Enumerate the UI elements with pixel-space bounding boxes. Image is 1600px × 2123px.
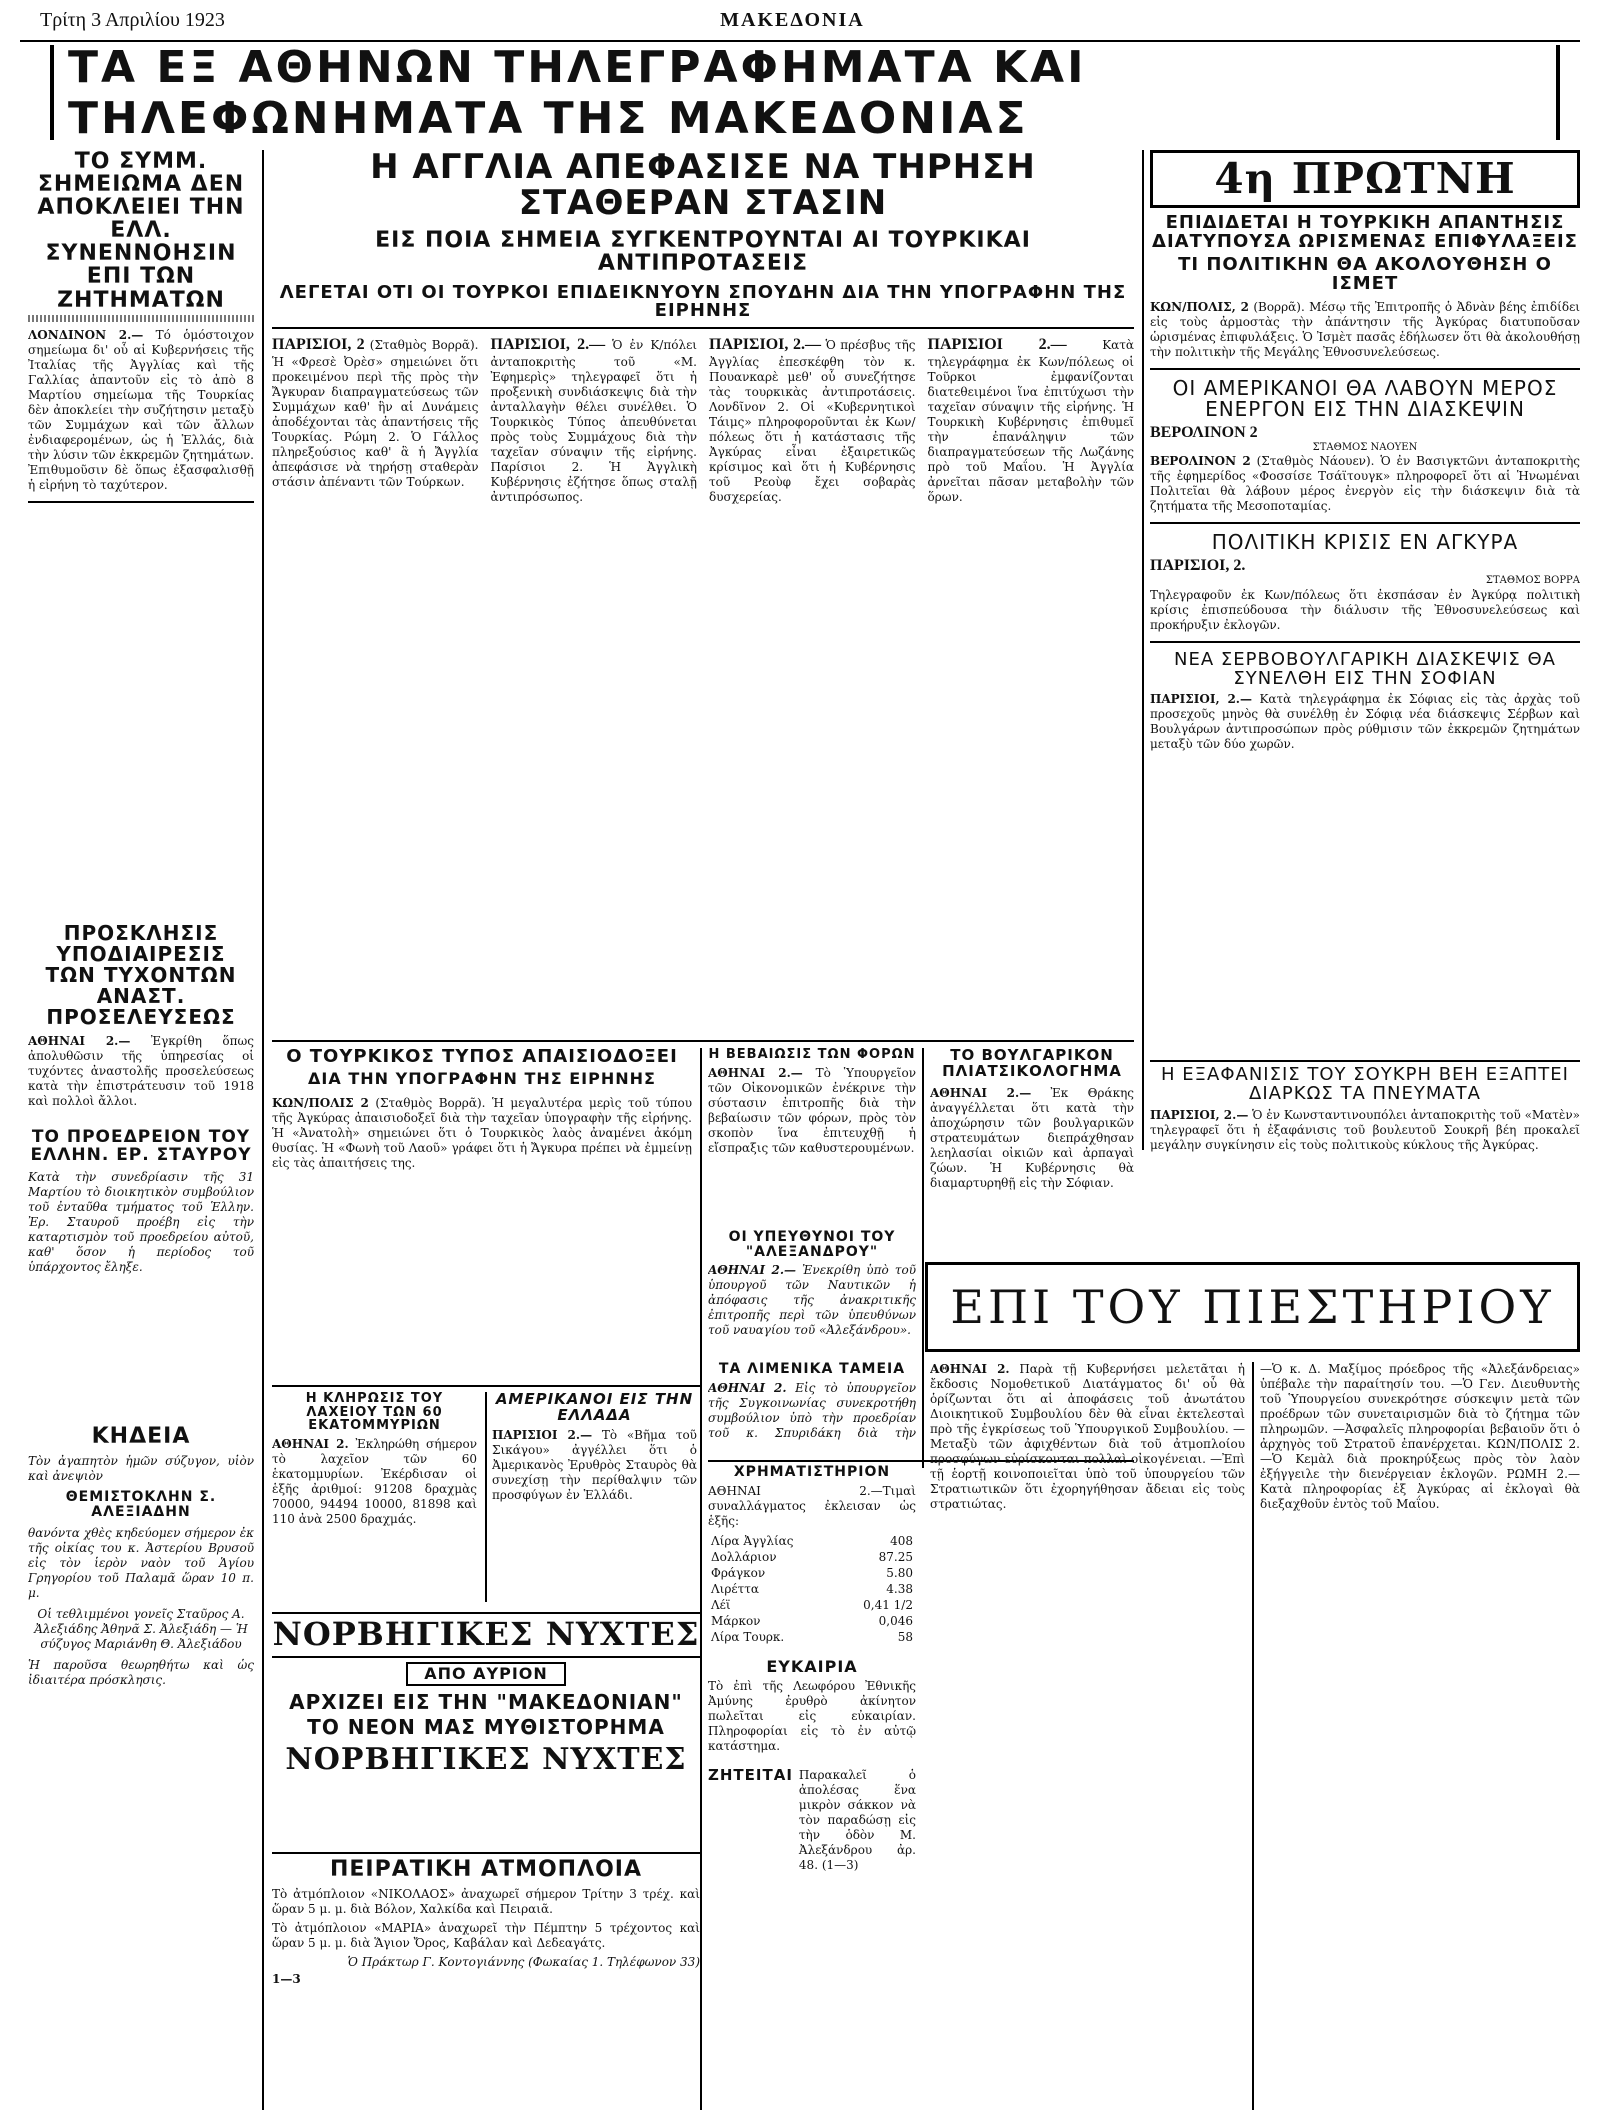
- table-row: [708, 1597, 916, 1613]
- article-text: Ἐνεκρίθη ὑπὸ τοῦ ὑπουργοῦ τῶν Ναυτικῶν ἡ ἀπόφασις τῆς ἀνακριτικῆς ἐπιτροπῆς περὶ τῶν ὑπευθύνων τοῦ ναυαγίου τοῦ «Ἀλεξάνδρου».: [708, 1263, 916, 1338]
- article-text: Τηλεγραφοῦν ἐκ Κων/πόλεως ὅτι ἐκσπάσαν ἐν Ἀγκύρᾳ πολιτικὴ κρίσις ἐπισπεύδουσα τὴν διάλυσιν τῆς Ἐθνοσυνελεύσεως καὶ προκήρυξιν ἐκλογῶν.: [1150, 587, 1580, 632]
- headline-alexandros: ΟΙ ΥΠΕΥΘΥΝΟΙ ΤΟΥ "ΑΛΕΞΑΝΔΡΟΥ": [728, 1230, 896, 1260]
- headline-americans: ΟΙ ΑΜΕΡΙΚΑΝΟΙ ΘΑ ΛΑΒΟΥΝ ΜΕΡΟΣ ΕΝΕΡΓΟΝ ΕΙΣ ΤΗΝ ΔΙΑΣΚΕΨΙΝ: [1172, 375, 1558, 421]
- headline-lottery: Η ΚΛΗΡΩΣΙΣ ΤΟΥ ΛΑΧΕΙΟΥ ΤΩΝ 60 ΕΚΑΤΟΜΜΥΡΙΩΝ: [305, 1392, 444, 1434]
- table-row: [708, 1581, 916, 1597]
- main-col-1: [272, 335, 479, 505]
- shipping-ad: [272, 1858, 700, 2108]
- headline-bulgarian: ΤΟ ΒΟΥΛΓΑΡΙΚΟΝ ΠΛΙΑΤΣΙΚΟΛΟΓΗΜΑ: [942, 1048, 1122, 1080]
- headline-taxes: Η ΒΕΒΑΙΩΣΙΣ ΤΩΝ ΦΟΡΩΝ: [708, 1048, 916, 1062]
- currency-name: Δολλάριον: [711, 1549, 777, 1564]
- currency-rate: 58: [897, 1629, 913, 1644]
- article-text: Τὸ «Βῆμα τοῦ Σικάγου» ἀγγέλλει ὅτι ὁ Ἀμερικανὸς Ἐρυθρὸς Σταυρὸς θὰ συνεχίσῃ τὴν περίθαλψιν τῶν προσφύγων ἐν Ἑλλάδι.: [492, 1427, 697, 1502]
- table-row: [708, 1549, 916, 1565]
- dateline: ΑΘΗΝΑΙ 2.—: [708, 1263, 797, 1278]
- dateline: ΛΟΝΔΙΝΟΝ 2.—: [28, 327, 144, 342]
- table-row: [708, 1565, 916, 1581]
- dateline: ΠΑΡΙΣΙΟΙ 2.—: [927, 336, 1067, 354]
- dateline: ΑΘΗΝΑΙ 2.—: [708, 1065, 803, 1080]
- headline-turkish-press: Ο ΤΟΥΡΚΙΚΟΣ ΤΥΠΟΣ ΑΠΑΙΣΙΟΔΟΞΕΙ: [286, 1048, 678, 1067]
- headline-sub2: ΛΕΓΕΤΑΙ ΟΤΙ ΟΙ ΤΟΥΡΚΟΙ ΕΠΙΔΕΙΚΝΥΟΥΝ ΣΠΟΥΔΗΝ ΔΙΑ ΤΗΝ ΥΠΟΓΡΑΦΗΝ ΤΗΣ ΕΙΡΗΝΗΣ: [279, 281, 1127, 322]
- banner-title: ΤΑ ΕΞ ΑΘΗΝΩΝ ΤΗΛΕΓΡΑΦΗΜΑΤΑ ΚΑΙ ΤΗΛΕΦΩΝΗΜΑΤΑ ΤΗΣ ΜΑΚΕΔΟΝΙΑΣ: [54, 42, 1556, 144]
- eukairia-title: ΕΥΚΑΙΡΙΑ: [766, 1656, 858, 1676]
- dateline: ΠΑΡΙΣΙΟΙ, 2.—: [1150, 1107, 1249, 1122]
- dateline: ΠΑΡΙΣΙΟΙ, 2.—: [1150, 692, 1252, 707]
- currency-name: Λίρα Τουρκ.: [711, 1629, 785, 1644]
- zitei-title: ΖΗΤΕΙΤΑΙ: [708, 1766, 793, 1785]
- turkish-press-article: [272, 1048, 692, 1378]
- article-text: (Βορρᾶ). Μέσῳ τῆς Ἐπιτροπῆς ὁ Ἀδνὰν βέης ἐπιδίδει εἰς τοὺς ἀρμοστὰς τὴν ἀπάντησιν τῆς Ἀγκύρας διατυποῦσαν ὡρισμένας ἐπιφυλάξεις. Ὁ Ἰσμὲτ πασᾶς ἐδήλωσεν ὅτι θὰ ἀκολουθήσῃ τὴν πολιτικὴν τῆς Μεγάλης Ἐθνοσυνελεύσεως.: [1150, 299, 1580, 359]
- article-text: (Σταθμὸς Νάουεν). Ὁ ἐν Βασιγκτῶνι ἀνταποκριτὴς τῆς ἐφημερίδος «Φοσσίσε Τσάϊτουγκ» πληροφορεῖ ὅτι αἱ Ἡνωμέναι Πολιτεῖαι θὰ λάβουν μέρος ἐνεργὸν εἰς τὴν διάσκεψιν διὰ τὰ ζητήματα τῆς Μεσοποταμίας.: [1150, 454, 1580, 514]
- article-text: Ἐγκρίθη ὅπως ἀπολυθῶσιν τῆς ὑπηρεσίας οἱ τυχόντες ἀναστολῆς προσελεύσεως κατὰ τὴν ἐπιστράτευσιν τοῦ 1918 καὶ πολλοὶ ἄλλοι.: [28, 1033, 254, 1108]
- station: ΣΤΑΘΜΟΣ ΝΑΟΥΕΝ: [1312, 441, 1418, 453]
- main-col-4: [928, 335, 1135, 505]
- headline-right-1: ΕΠΙΔΙΔΕΤΑΙ Η ΤΟΥΡΚΙΚΗ ΑΠΑΝΤΗΣΙΣ ΔΙΑΤΥΠΟΥΣΑ ΩΡΙΣΜΕΝΑΣ ΕΠΙΦΥΛΑΞΕΙΣ: [1152, 212, 1578, 252]
- main-col-3: [709, 335, 916, 505]
- headline-ports: ΤΑ ΛΙΜΕΝΙΚΑ ΤΑΜΕΙΑ: [718, 1361, 906, 1378]
- article-text: Εἰς τὸ ὑπουργεῖον τῆς Συγκοινωνίας συνεκροτήθη συμβούλιον ὑπὸ τὴν προεδρίαν τοῦ κ. Σπυριδάκη διὰ τὴν: [708, 1381, 916, 1440]
- article-text: Ἐκ Θράκης ἀναγγέλλεται ὅτι κατὰ τὴν ἀποχώρησιν τῶν βουλγαρικῶν στρατευμάτων διεπράχθησαν λεηλασίαι οἰκιῶν καὶ ἀρπαγαὶ ζώων. Ἡ Κυβέρνησις θὰ διαμαρτυρηθῇ εἰς τὴν Σόφιαν.: [930, 1085, 1134, 1190]
- masthead-line: [0, 0, 1600, 40]
- headline-turkish-press-2: ΔΙΑ ΤΗΝ ΥΠΟΓΡΑΦΗΝ ΤΗΣ ΕΙΡΗΝΗΣ: [308, 1068, 656, 1088]
- currency-rate: 4.38: [886, 1581, 913, 1596]
- headline-serbobulgarian: ΝΕΑ ΣΕΡΒΟΒΟΥΛΓΑΡΙΚΗ ΔΙΑΣΚΕΨΙΣ ΘΑ ΣΥΝΕΛΘΗ ΕΙΣ ΤΗΝ ΣΟΦΙΑΝ: [1174, 648, 1556, 689]
- currency-name: Φράγκον: [711, 1565, 766, 1580]
- taxes-article: [708, 1048, 916, 1218]
- section-banner: [50, 41, 1560, 144]
- currency-name: Λέϊ: [711, 1597, 731, 1612]
- article-text: Τὸ Ὑπουργεῖον τῶν Οἰκονομικῶν ἐνέκρινε τὴν σύστασιν ἐπιτροπῆς διὰ τὴν βεβαίωσιν τῶν φόρων, πρὸς τὸν σκοπὸν ἵνα ἐπιτευχθῇ ἡ εἴσπραξις τῶν καθυστερουμένων.: [708, 1065, 916, 1155]
- dateline: ΠΑΡΙΣΙΟΙ, 2.—: [709, 336, 821, 354]
- dateline: ΑΘΗΝΑΙ 2.—: [28, 1033, 131, 1048]
- article-text: Ἐκληρώθη σήμερον τὸ λαχεῖον τῶν 60 ἑκατομμυρίων. Ἐκέρδισαν οἱ ἑξῆς ἀριθμοί: 91208 δραχμὰς 70000, 94494 10000, 81898 καὶ 110 ἀνὰ 2500 δραχμάς.: [272, 1436, 477, 1526]
- notice-text: θανόντα χθὲς κηδεύομεν σήμερον ἐκ τῆς οἰκίας του κ. Ἀστερίου Βρυσοῦ εἰς τὸν ἱερὸν ναὸν τοῦ Ἁγίου Γρηγορίου τοῦ Παλαμᾶ ὥραν 10 π. μ.: [28, 1525, 254, 1600]
- headline-americans-greece: ΑΜΕΡΙΚΑΝΟΙ ΕΙΣ ΤΗΝ ΕΛΛΑΔΑ: [495, 1392, 694, 1424]
- dateline: ΑΘΗΝΑΙ 2.: [930, 1362, 1010, 1376]
- article-text: (Σταθμὸς Βορρᾶ). Ἡ μεγαλυτέρα μερὶς τοῦ τύπου τῆς Ἀγκύρας ἀπαισιοδοξεῖ διὰ τὴν ταχεῖαν ὑπογραφὴν τῆς εἰρήνης. Ἡ «Ἀνατολὴ» σημειώνει ὅτι ὁ Τουρκικὸς λαὸς ἀναμένει ἀκόμη θυσίας. Ἡ «Φωνὴ τοῦ Λαοῦ» γράφει ὅτι ἡ Ἄγκυρα πρέπει νὰ ἐμμείνῃ εἰς τὰς ἀπαιτήσεις της.: [272, 1095, 692, 1170]
- serial-announcement: [272, 1615, 700, 1848]
- currency-rate: 408: [890, 1533, 913, 1548]
- shipping-title: ΠΕΙΡΑΤΙΚΗ ΑΤΜΟΠΛΟΪΑ: [329, 1858, 643, 1882]
- article-text: Ὁ ἐν Κωνσταντινουπόλει ἀνταποκριτὴς τοῦ «Ματὲν» τηλεγραφεῖ ὅτι ἡ ἐξαφάνισις τοῦ βουλευτοῦ Σουκρῆ βέη προκαλεῖ μεγάλην συγκίνησιν εἰς τοὺς πολιτικοὺς κύκλους τῆς Ἀγκύρας.: [1150, 1107, 1580, 1152]
- main-story: [272, 150, 1134, 1150]
- serial-title: ΝΟΡΒΗΓΙΚΕΣ ΝΥΧΤΕΣ: [272, 1615, 700, 1653]
- station: ΣΤΑΘΜΟΣ ΒΟΡΡΑ: [1485, 575, 1580, 587]
- dateline: ΑΘΗΝΑΙ 2.: [708, 1381, 787, 1396]
- table-row: [708, 1629, 916, 1645]
- market-title: ΧΡΗΜΑΤΙΣΤΗΡΙΟΝ: [733, 1465, 891, 1480]
- table-row: [708, 1533, 916, 1549]
- paper-name: ΜΑΚΕΔΟΝΙΑ: [720, 8, 865, 31]
- serial-title-2: ΝΟΡΒΗΓΙΚΕΣ ΝΥΧΤΕΣ: [285, 1742, 687, 1778]
- lottery-article: [272, 1392, 477, 1612]
- dateline: ΠΑΡΙΣΙΟΙ, 2.: [1150, 557, 1246, 575]
- headline-ankara-crisis: ΠΟΛΙΤΙΚΗ ΚΡΙΣΙΣ ΕΝ ΑΓΚΥΡΑ: [1211, 530, 1519, 555]
- dateline: ΚΩΝ/ΠΟΛΙΣ, 2: [1150, 299, 1249, 314]
- shipping-text-1: Τὸ ἀτμόπλοιον «ΝΙΚΟΛΑΟΣ» ἀναχωρεῖ σήμερον Τρίτην 3 τρέχ. καὶ ὥραν 5 μ. μ. διὰ Βόλον, Χαλκίδα καὶ Πειραιᾶ.: [272, 1887, 700, 1917]
- press-column-1: [930, 1362, 1245, 2112]
- dateline: ΑΘΗΝΑΙ 2.: [272, 1436, 349, 1451]
- shipping-sign: Ὁ Πράκτωρ Γ. Κοντογιάννης (Φωκαίας 1. Τηλέφωνον 33): [347, 1955, 700, 1970]
- issue-date: Τρίτη 3 Απριλίου 1923: [40, 8, 225, 31]
- article-text: Ὁ πρέσβυς τῆς Ἀγγλίας ἐπεσκέφθη τὸν κ. Πουανκαρὲ μεθ' οὗ συνεζήτησε τὰς τουρκικὰς ἀντιπροτάσεις. Λονδῖνον 2. Οἱ «Κυβερνητικοὶ Τάιμς» πληροφοροῦνται ἐκ Κων/πόλεως ὅτι ἡ κατάστασις τῆς Ἀγκύρας εἶναι ἐξαιρετικῶς κρίσιμος καὶ ὅτι ἡ Κυβέρνησις τοῦ Ρεοὺφ ἔχει σοβαρὰς δυσχερείας.: [709, 338, 916, 505]
- headline-kideia: ΚΗΔΕΙΑ: [91, 1424, 191, 1450]
- article-text: Ὁ ἐν Κ/πόλει ἀνταποκριτὴς τοῦ «Μ. Ἐφημερὶς» τηλεγραφεῖ ὅτι ἡ προξενικὴ συνδιάσκεψις διὰ τὴν ἀνταλλαγὴν θέλει συνέλθει. Ὁ Τουρκικὸς Τύπος ἀπευθύνεται πρὸς τοὺς Συμμάχους διὰ τὴν ταχεῖαν σύναψιν τῆς εἰρήνης. Παρίσιοι 2. Ἡ Ἀγγλικὴ Κυβέρνησις ἐζήτησε ὅπως σταλῇ ἀντιπρόσωπος.: [490, 338, 697, 505]
- exchange-table: [708, 1533, 916, 1645]
- article-text: —Ὁ κ. Δ. Μαξίμος πρόεδρος τῆς «Ἀλεξάνδρειας» ὑπέβαλε τὴν παραίτησίν του. —Ὁ Γεν. Διευθυντὴς τοῦ Ὑπουργείου συνεκρότησε σύσκεψιν μετὰ τῶν προέδρων τῶν συνεταιρισμῶν διὰ τὸ ζήτημα τῶν πληρωμῶν. —Ἀσφαλεῖς πληροφορίαι βεβαιοῦν ὅτι ὁ ἀρχηγὸς τοῦ Στρατοῦ ἐπανέρχεται. ΚΩΝ/ΠΟΛΙΣ 2.—Ὁ Κεμὰλ διὰ προκηρύξεως πρὸς τὸν λαὸν ἐξήγγειλε τὴν διενέργειαν ἐκλογῶν. ΡΩΜΗ 2.—Κατὰ πληροφορίας ἐξ Ἀγκύρας αἱ ἐκλογαὶ θὰ διεξαχθοῦν ἐντὸς τοῦ Μαΐου.: [1260, 1362, 1580, 1511]
- article-text: Κατὰ τηλεγράφημα ἐκ Κων/πόλεως οἱ Τοῦρκοι ἐμφανίζονται διατεθειμένοι ἵνα ἐπιτύχωσι τὴν ταχεῖαν σύναψιν τῆς εἰρήνης. Ἡ Τουρκικὴ Κυβέρνησις ἐπιθυμεῖ τὴν ἐπανάληψιν τῶν διαπραγματεύσεων τῆς Λωζάνης πρὸ τοῦ Μαΐου. Ἡ Ἀγγλία ἀρνεῖται πᾶσαν μεταβολὴν τῶν ὅρων.: [927, 338, 1134, 505]
- dateline: ΠΑΡΙΣΙΟΙ 2.—: [492, 1427, 593, 1442]
- currency-name: Λίρα Ἀγγλίας: [711, 1533, 794, 1548]
- press-column-2: [1260, 1362, 1580, 2112]
- notice-intro: Τὸν ἀγαπητὸν ἡμῶν σύζυγον, υἱὸν καὶ ἀνεψιὸν: [28, 1454, 254, 1484]
- table-row: [708, 1613, 916, 1629]
- column-right: [1150, 150, 1580, 1060]
- article-text: Κατὰ τηλεγράφημα ἐκ Σόφιας εἰς τὰς ἀρχὰς τοῦ προσεχοῦς μηνὸς θὰ συνέλθῃ ἐν Σόφιᾳ νέα διάσκεψις Σέρβων καὶ Βουλγάρων ἀντιπροσώπων πρὸς ρύθμισιν τῶν ἐκκρεμῶν ζητημάτων μεταξὺ τῶν δύο χωρῶν.: [1150, 692, 1580, 752]
- article-text: (Σταθμὸς Βορρᾶ). Ἡ «Φρεσὲ Ὀρὲσ» σημειώνει ὅτι προκειμένου περὶ τῆς πρὸς τὴν Ἄγκυραν διαπραγματεύσεως τῶν Συμμάχων καθ' ἣν αἱ Δυνάμεις ἀποδέχονται τὰς ἀπαντήσεις τῆς Τουρκίας. Ρώμη 2. Ὁ Γάλλος πληρεξούσιος καθ' ἃ ἡ Ἄγγλία ἀπεφάσισε νὰ τηρήσῃ σταθερὰν στάσιν ἀπέναντι τῶν Τούρκων.: [272, 338, 479, 490]
- dateline: ΚΩΝ/ΠΟΛΙΣ 2: [272, 1095, 369, 1110]
- serial-apo: ΑΠΟ ΑΥΡΙΟΝ: [406, 1662, 566, 1687]
- notice-name: ΘΕΜΙΣΤΟΚΛΗΝ Σ. ΑΛΕΞΙΑΔΗΝ: [65, 1489, 217, 1521]
- currency-rate: 5.80: [886, 1565, 913, 1580]
- edition-title: 4η ΠΡΩΤΝΗ: [1214, 154, 1516, 203]
- dateline: ΠΑΡΙΣΙΟΙ, 2.—: [490, 336, 606, 354]
- currency-rate: 0,41 1/2: [863, 1597, 913, 1612]
- market-subtitle: ΑΘΗΝΑΙ 2.—Τιμαὶ συναλλάγματος ἐκλεισαν ὡς ἑξῆς:: [708, 1483, 916, 1528]
- dateline: ΒΕΡΟΛΙΝΟΝ 2: [1150, 454, 1251, 469]
- shipping-num: 1—3: [272, 1972, 301, 1987]
- article-text: Τό ὁμόστοιχον σημείωμα δι' οὗ αἱ Κυβερνήσεις τῆς Ἰταλίας τῆς Ἀγγλίας καὶ τῆς Γαλλίας ἀπαντοῦν εἰς τὸ ἀπὸ 8 Μαρτίου σημείωμα τῆς Τουρκίας δὲν ἀποκλείει τὴν συζήτησιν μεταξὺ τῶν Συμμάχων καὶ τῶν ἄλλων ἐνδιαφερομένων, ὡς ἡ Ἑλλάς, διὰ τὴν λύσιν τῶν ἐκκρεμῶν ζητημάτων. Ἐπιθυμοῦσιν δὲ ὅπως ἐξασφαλισθῇ ἡ εἰρήνη τὸ ταχύτερον.: [28, 327, 254, 492]
- serial-line2: ΤΟ ΝΕΟΝ ΜΑΣ ΜΥΘΙΣΤΟΡΗΜΑ: [307, 1715, 665, 1740]
- serial-line1: ΑΡΧΙΖΕΙ ΕΙΣ ΤΗΝ "ΜΑΚΕΔΟΝΙΑΝ": [289, 1690, 683, 1715]
- headline-right-2: ΤΙ ΠΟΛΙΤΙΚΗΝ ΘΑ ΑΚΟΛΟΥΘΗΣΗ Ο ΙΣΜΕΤ: [1178, 253, 1552, 294]
- press-banner: [925, 1262, 1580, 1352]
- zitei-text: Παρακαλεῖ ὁ ἀπολέσας ἕνα μικρὸν σάκκον νὰ τὸν παραδώσῃ εἰς τὴν ὁδὸν Μ. Ἀλεξάνδρου ἀρ. 48. (1—3): [798, 1768, 916, 1873]
- main-col-2: [491, 335, 698, 505]
- article-text: Παρὰ τῇ Κυβερνήσει μελετᾶται ἡ ἔκδοσις Νομοθετικοῦ Διατάγματος δι' οὗ θὰ ὁρίζωνται ὅτι αἱ ἀποφάσεις τοῦ ἀνωτάτου Διοικητικοῦ Συμβουλίου δὲν θὰ εἶναι ἐκτελεσταὶ πρὸ τῆς ἐγκρίσεως τοῦ Ὑπουργικοῦ Συμβουλίου. —Μεταξὺ τῶν ἀφιχθέντων διὰ τοῦ ἀτμοπλοίου προσφύγων εὑρίσκονται πολλαὶ οἰκογένειαι. —Ἐπὶ τῇ ἑορτῇ κοινοποιεῖται ὑπὸ τοῦ ὑπουργείου τῶν Στρατιωτικῶν ὅτι ἐχορηγήθησαν ἄδειαι εἰς τοὺς στρατιώτας.: [930, 1362, 1245, 1511]
- dateline: ΠΑΡΙΣΙΟΙ, 2: [272, 336, 365, 354]
- notice-footer: Ἡ παροῦσα θεωρηθήτω καὶ ὡς ἰδιαιτέρα πρόσκλησις.: [28, 1657, 254, 1687]
- currency-name: Μάρκον: [711, 1613, 761, 1628]
- alexandros-article: [708, 1230, 916, 1440]
- headline-col1: ΤΟ ΣΥΜΜ. ΣΗΜΕΙΩΜΑ ΔΕΝ ΑΠΟΚΛΕΙΕΙ ΤΗΝ ΕΛΛ. ΣΥΝΕΝΝΟΗΣΙΝ ΕΠΙ ΤΩΝ ΖΗΤΗΜΑΤΩΝ: [37, 150, 245, 313]
- headline-proskl: ΠΡΟΣΚΛΗΣΙΣ ΥΠΟΔΙΑΙΡΕΣΙΣ ΤΩΝ ΤΥΧΟΝΤΩΝ ΑΝΑΣΤ. ΠΡΟΣΕΛΕΥΣΕΩΣ: [45, 920, 237, 1029]
- headline-main: Η ΑΓΓΛΙΑ ΑΠΕΦΑΣΙΣΕ ΝΑ ΤΗΡΗΣΗ ΣΤΑΘΕΡΑΝ ΣΤΑΣΙΝ: [370, 150, 1036, 223]
- article-text: Κατὰ τὴν συνεδρίασιν τῆς 31 Μαρτίου τὸ διοικητικὸν συμβούλιον τοῦ ἐνταῦθα τμήματος τοῦ Ἑλλην. Ἐρ. Σταυροῦ προέβη εἰς τὴν καταρτισμὸν τοῦ προεδρείου αὐτοῦ, καθ' ὅσον ἡ περίοδος τοῦ ὑπάρχοντος ἔληξε.: [28, 1170, 254, 1275]
- dateline: ΑΘΗΝΑΙ 2.—: [930, 1085, 1032, 1100]
- shipping-text-2: Τὸ ἀτμόπλοιον «ΜΑΡΙΑ» ἀναχωρεῖ τὴν Πέμπτην 5 τρέχοντος καὶ ὥραν 5 μ. μ. διὰ Ἅγιον Ὄρος, Καβάλαν καὶ Δεδεαγάτς.: [272, 1921, 700, 1951]
- headline-sub: ΕΙΣ ΠΟΙΑ ΣΗΜΕΙΑ ΣΥΓΚΕΝΤΡΟΥΝΤΑΙ ΑΙ ΤΟΥΡΚΙΚΑΙ ΑΝΤΙΠΡΟΤΑΣΕΙΣ: [375, 228, 1031, 277]
- market-box: [708, 1465, 916, 2110]
- headline-proedreion: ΤΟ ΠΡΟΕΔΡΕΙΟΝ ΤΟΥ ΕΛΛΗΝ. ΕΡ. ΣΤΑΥΡΟΥ: [30, 1126, 252, 1165]
- currency-name: Λιρέττα: [711, 1581, 760, 1596]
- eukairia-text: Τὸ ἐπὶ τῆς Λεωφόρου Ἐθνικῆς Ἀμύνης ἐρυθρὸ ἀκίνητον πωλεῖται εἰς εὐκαιρίαν. Πληροφορίαι εἰς τὸ ἐν αὐτῷ κατάστημα.: [708, 1679, 916, 1754]
- notice-signature: Οἱ τεθλιμμένοι γονεῖς Σταῦρος Α. Ἀλεξιάδης Ἀθηνᾶ Σ. Ἀλεξιάδη — Ἡ σύζυγος Μαριάνθη Θ. Ἀλεξιάδου: [34, 1606, 248, 1651]
- americans-greece-article: [492, 1392, 697, 1612]
- currency-rate: 0,046: [878, 1613, 913, 1628]
- press-title: ΕΠΙ ΤΟΥ ΠΙΕΣΤΗΡΙΟΥ: [950, 1280, 1555, 1334]
- dateline-city: ΒΕΡΟΛΙΝΟΝ 2: [1150, 423, 1258, 441]
- currency-rate: 87.25: [878, 1549, 913, 1564]
- soukri-article: [1150, 1066, 1580, 1256]
- headline-soukri: Η ΕΞΑΦΑΝΙΣΙΣ ΤΟΥ ΣΟΥΚΡΗ ΒΕΗ ΕΞΑΠΤΕΙ ΔΙΑΡΚΩΣ ΤΑ ΠΝΕΥΜΑΤΑ: [1161, 1066, 1569, 1104]
- column-left: [28, 150, 254, 2110]
